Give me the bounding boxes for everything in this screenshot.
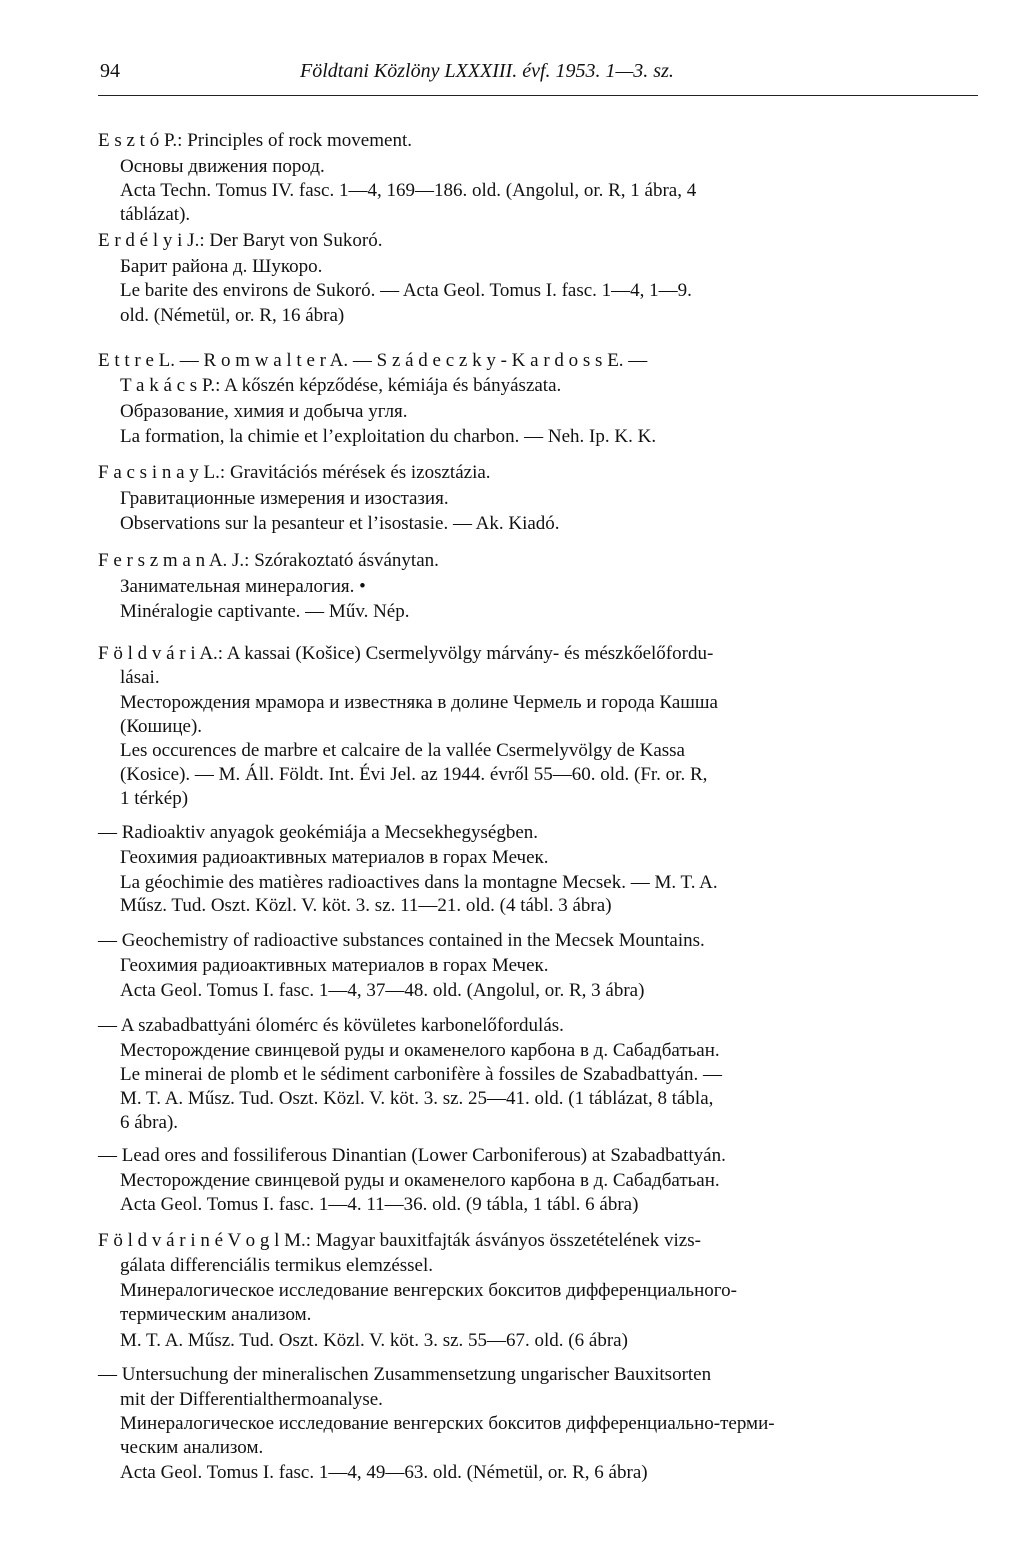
line-text: Геохимия радиоактивных материалов в горах Мечек. <box>120 955 549 976</box>
author-name: F ö l d v á r i A.: <box>98 643 224 664</box>
line-text: — Radioaktiv anyagok geokémiája a Mecsekhegységben. <box>98 822 539 843</box>
line-text: Месторождение свинцевой руды и окаменелого карбона в д. Сабадбатьан. <box>120 1040 720 1061</box>
line-text: (Kosice). — M. Áll. Földt. Int. Évi Jel. az 1944. évről 55—60. old. (Fr. or. R, <box>120 764 708 785</box>
line-text: Műsz. Tud. Oszt. Közl. V. köt. 3. sz. 11—21. old. (4 tábl. 3 ábra) <box>120 895 612 916</box>
line-text: термическим анализом. <box>120 1304 312 1325</box>
text-line <box>120 601 410 623</box>
text-line <box>120 1255 433 1277</box>
line-text: ческим анализом. <box>120 1437 264 1458</box>
text-line <box>120 955 549 977</box>
line-text: Le minerai de plomb et le sédiment carbonifère à fossiles de Szabadbattyán. — <box>120 1064 722 1085</box>
line-text: — A szabadbattyáni ólomérc és kövületes karbonelőfordulás. <box>98 1015 564 1036</box>
line-text: La géochimie des matières radioactives dans la montagne Mecsek. — M. T. A. <box>120 872 718 893</box>
line-text: Minéralogie captivante. — Műv. Nép. <box>120 601 410 622</box>
line-text: Гравитационные измерения и изостазия. <box>120 488 449 509</box>
line-text: Геохимия радиоактивных материалов в горах Мечек. <box>120 847 549 868</box>
text-line <box>98 1364 711 1386</box>
text-line <box>98 822 538 844</box>
line-text: Минералогическое исследование венгерских бокситов дифференциально-терми- <box>120 1413 775 1434</box>
text-line <box>120 204 190 226</box>
text-line <box>120 667 160 689</box>
line-text: 1 térkép) <box>120 788 189 809</box>
line-text: Les occurences de marbre et calcaire de la vallée Csermelyvölgy de Kassa <box>120 740 685 761</box>
text-line <box>120 426 656 448</box>
text-line <box>98 462 491 484</box>
text-line <box>120 1330 628 1352</box>
line-text: Der Baryt von Sukoró. <box>204 230 383 251</box>
line-text: M. T. A. Műsz. Tud. Oszt. Közl. V. köt. 3. sz. 25—41. old. (1 táblázat, 8 tábla, <box>120 1088 714 1109</box>
text-line <box>120 1112 178 1134</box>
text-line <box>120 716 202 738</box>
text-line <box>120 180 696 202</box>
text-line <box>120 740 685 762</box>
line-text: Acta Geol. Tomus I. fasc. 1—4, 49—63. old. (Németül, or. R, 6 ábra) <box>120 1462 648 1483</box>
text-line <box>98 550 439 572</box>
author-name: F e r s z m a n A. J.: <box>98 550 250 571</box>
text-line <box>120 895 612 917</box>
text-line <box>120 513 560 535</box>
text-line <box>120 1413 775 1435</box>
text-line <box>98 1015 564 1037</box>
line-text: A kassai (Košice) Csermelyvölgy márvány- és mészkőelőfordu- <box>223 643 714 664</box>
header-rule <box>98 95 978 96</box>
text-line <box>120 764 707 786</box>
line-text: — Untersuchung der mineralischen Zusammensetzung ungarischer Bauxitsorten <box>98 1364 712 1385</box>
line-text: Минералогическое исследование венгерских бокситов дифференциального- <box>120 1280 737 1301</box>
line-text: Magyar bauxitfajták ásványos összetételének vizs- <box>311 1230 701 1251</box>
text-line <box>98 643 713 665</box>
author-name: T a k á c s P.: <box>120 375 221 396</box>
line-text: Месторождения мрамора и известняка в долине Чермель и города Кашша <box>120 692 718 713</box>
text-line <box>120 375 561 397</box>
line-text: La formation, la chimie et l’exploitation du charbon. — Neh. Ip. K. K. <box>120 426 657 447</box>
text-line <box>120 1280 737 1302</box>
author-name: E s z t ó P.: <box>98 130 183 151</box>
text-line <box>120 788 188 810</box>
text-line <box>120 1194 638 1216</box>
text-line <box>120 401 408 423</box>
line-text: Занимательная минералогия. • <box>120 576 366 597</box>
text-line <box>120 280 692 302</box>
line-text: táblázat). <box>120 204 191 225</box>
text-line <box>120 847 549 869</box>
text-line <box>98 130 412 152</box>
page-number: 94 <box>100 60 120 82</box>
author-name: E t t r e L. — R o m w a l t e r A. — S z á d e c z k y - K a r d o s s E. — <box>98 350 648 371</box>
text-line <box>98 1230 701 1252</box>
text-line <box>98 230 382 252</box>
text-line <box>98 350 647 372</box>
text-line <box>120 1040 720 1062</box>
running-header <box>100 60 980 90</box>
line-text: Acta Geol. Tomus I. fasc. 1—4. 11—36. old. (9 tábla, 1 tábl. 6 ábra) <box>120 1194 639 1215</box>
text-line <box>120 1064 722 1086</box>
line-text: A kőszén képződése, kémiája és bányászata. <box>220 375 562 396</box>
line-text: Gravitációs mérések és izosztázia. <box>225 462 491 483</box>
line-text: — Lead ores and fossiliferous Dinantian (Lower Carboniferous) at Szabadbattyán. <box>98 1145 726 1166</box>
text-line <box>120 305 344 327</box>
text-line <box>120 256 322 278</box>
text-line <box>120 156 325 178</box>
line-text: Acta Geol. Tomus I. fasc. 1—4, 37—48. old. (Angolul, or. R, 3 ábra) <box>120 980 645 1001</box>
text-line <box>120 1088 713 1110</box>
line-text: Observations sur la pesanteur et l’isostasie. — Ak. Kiadó. <box>120 513 560 534</box>
text-line <box>120 692 718 714</box>
text-line <box>120 980 644 1002</box>
line-text: old. (Németül, or. R, 16 ábra) <box>120 305 345 326</box>
text-line <box>120 1389 383 1411</box>
text-line <box>98 930 705 952</box>
line-text: 6 ábra). <box>120 1112 179 1133</box>
line-text: M. T. A. Műsz. Tud. Oszt. Közl. V. köt. 3. sz. 55—67. old. (6 ábra) <box>120 1330 628 1351</box>
line-text: Месторождение свинцевой руды и окаменелого карбона в д. Сабадбатьан. <box>120 1170 720 1191</box>
author-name: F ö l d v á r i n é V o g l M.: <box>98 1230 312 1251</box>
text-line <box>120 488 449 510</box>
line-text: Le barite des environs de Sukoró. — Acta Geol. Tomus I. fasc. 1—4, 1—9. <box>120 280 692 301</box>
text-line <box>120 1304 311 1326</box>
line-text: Образование, химия и добыча угля. <box>120 401 408 422</box>
running-title: Földtani Közlöny LXXXIII. évf. 1953. 1—3. sz. <box>300 60 674 82</box>
line-text: mit der Differentialthermoanalyse. <box>120 1389 383 1410</box>
author-name: E r d é l y i J.: <box>98 230 205 251</box>
author-name: F a c s i n a y L.: <box>98 462 226 483</box>
line-text: Барит района д. Шукоро. <box>120 256 323 277</box>
line-text: Основы движения пород. <box>120 156 325 177</box>
line-text: Principles of rock movement. <box>182 130 412 151</box>
text-line <box>120 576 366 598</box>
line-text: Acta Techn. Tomus IV. fasc. 1—4, 169—186. old. (Angolul, or. R, 1 ábra, 4 <box>120 180 697 201</box>
line-text: (Кошице). <box>120 716 203 737</box>
text-line <box>98 1145 726 1167</box>
line-text: Szórakoztató ásványtan. <box>249 550 439 571</box>
text-line <box>120 872 718 894</box>
text-line <box>120 1170 720 1192</box>
line-text: lásai. <box>120 667 160 688</box>
text-line <box>120 1437 263 1459</box>
text-line <box>120 1462 648 1484</box>
line-text: gálata differenciális termikus elemzéssel. <box>120 1255 434 1276</box>
line-text: — Geochemistry of radioactive substances contained in the Mecsek Mountains. <box>98 930 705 951</box>
